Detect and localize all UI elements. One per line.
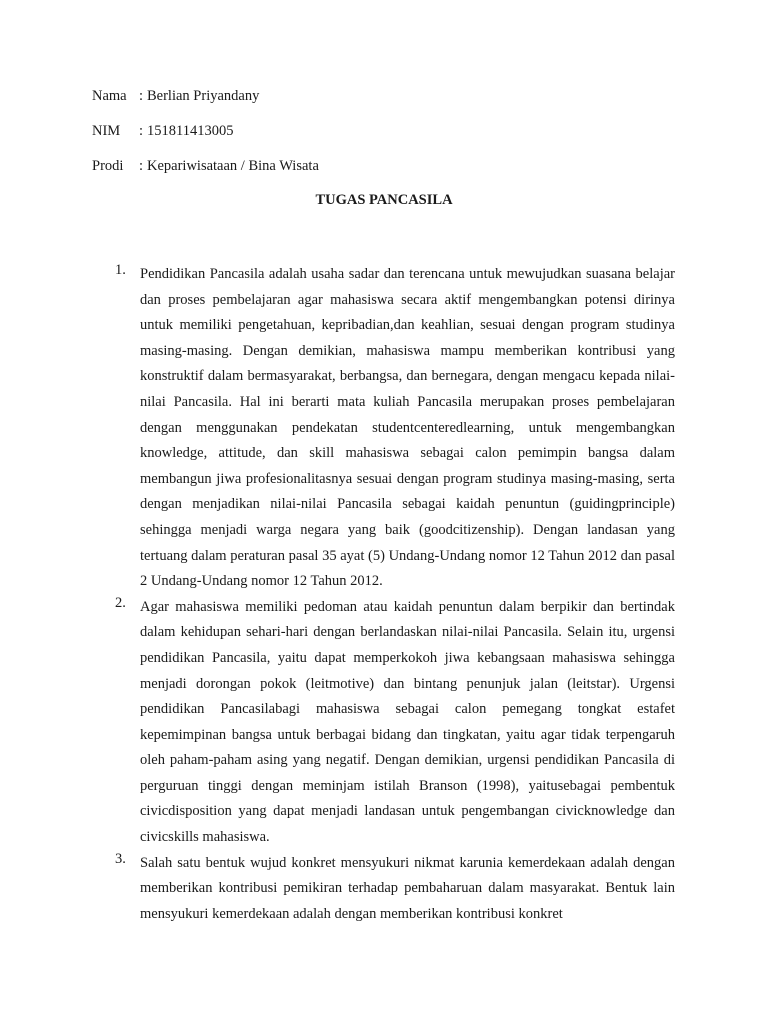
nim-value: 151811413005: [147, 123, 234, 139]
prodi-label: Prodi: [92, 158, 124, 174]
list-item-text: Pendidikan Pancasila adalah usaha sadar dan terencana untuk mewujudkan suasana belajar dan proses pembelajaran agar mahasiswa secara aktif mengembangkan potensi dirinya untuk memiliki pengetahuan, kepribadian,dan keahlian, sesuai dengan program studinya masing-masing. Dengan demikian, mahasiswa mampu memberikan kontribusi yang konstruktif dalam bermasyarakat, berbangsa, dan bernegara, dengan mengacu kepada nilai-nilai Pancasila. Hal ini berarti mata kuliah Pancasila merupakan proses pembelajaran dengan menggunakan pendekatan studentcenteredlearning, untuk mengembangkan knowledge, attitude, dan skill mahasiswa sebagai calon pemimpin bangsa dalam membangun jiwa profesionalitasnya sesuai dengan program studinya masing-masing, serta dengan menjadikan nilai-nilai Pancasila sebagai kaidah penuntun (guidingprinciple) sehingga menjadi warga negara yang baik (goodcitizenship). Dengan landasan yang tertuang dalam peraturan pasal 35 ayat (5) Undang-Undang nomor 12 Tahun 2012 dan pasal 2 Undang-Undang nomor 12 Tahun 2012.: [140, 266, 675, 590]
document-title: TUGAS PANCASILA: [315, 192, 453, 208]
list-item: [0, 595, 768, 851]
list-item: [0, 851, 768, 928]
nama-separator: :: [139, 88, 144, 104]
list-item-text: Agar mahasiswa memiliki pedoman atau kaidah penuntun dalam berpikir dan bertindak dalam kehidupan sehari-hari dengan berlandaskan nilai-nilai Pancasila. Selain itu, urgensi pendidikan Pancasila, yaitu dapat memperkokoh jiwa kebangsaan mahasiswa sehingga menjadi dorongan pokok (leitmotive) dan bintang penunjuk jalan (leitstar). Urgensi pendidikan Pancasilabagi mahasiswa sebagai calon pemegang tongkat estafet kepemimpinan bangsa untuk berbagai bidang dan tingkatan, yaitu agar tidak terpengaruh oleh paham-paham asing yang negatif. Dengan demikian, urgensi pendidikan Pancasila di perguruan tinggi dengan meminjam istilah Branson (1998), yaitusebagai pembentuk civicdisposition yang dapat menjadi landasan untuk pengembangan civicknowledge dan civicskills mahasiswa.: [140, 598, 675, 846]
list-item-number: 2.: [115, 594, 126, 611]
prodi-value: Kepariwisataan / Bina Wisata: [147, 158, 319, 174]
list-item-number: 1.: [115, 262, 126, 278]
nim-separator: :: [139, 123, 144, 139]
nama-value: Berlian Priyandany: [147, 88, 260, 104]
list-item: [0, 262, 768, 595]
numbered-list: [0, 262, 768, 927]
nim-label: NIM: [92, 123, 121, 139]
list-item-number: 3.: [115, 850, 126, 867]
prodi-separator: :: [139, 158, 144, 174]
list-item-text: Salah satu bentuk wujud konkret mensyukuri nikmat karunia kemerdekaan adalah dengan memberikan kontribusi pemikiran terhadap pembaharuan dalam masyarakat. Bentuk lain mensyukuri kemerdekaan adalah dengan memberikan kontribusi konkret: [140, 854, 675, 922]
nama-label: Nama: [92, 88, 127, 104]
